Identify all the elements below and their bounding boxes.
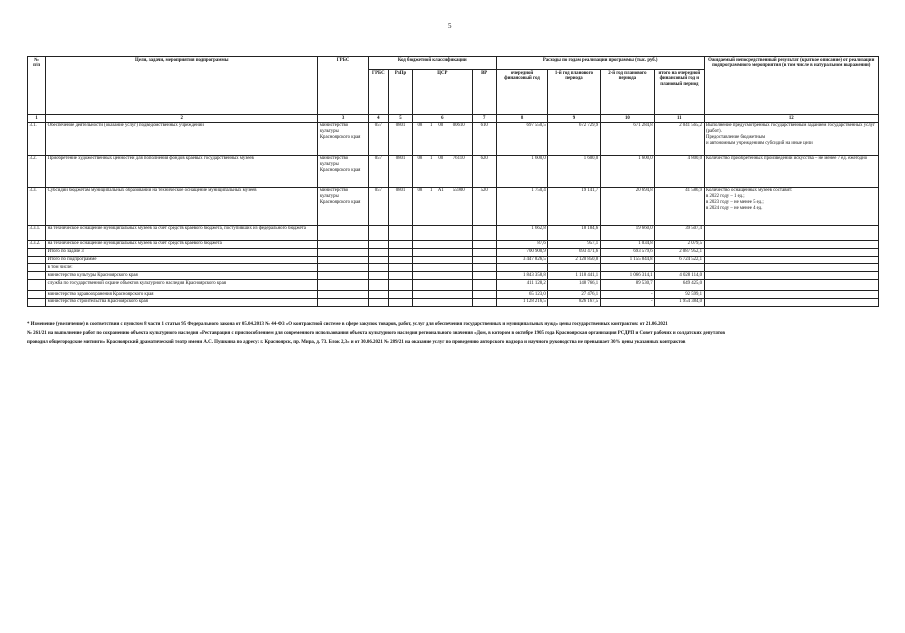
footnote-line: * Изменение (увеличение) в соответствии с пунктом 8 части 1 статьи 95 Федерального закона от 05.04.2013 № 44-ФЗ «О контрактной системе в сфере закупок товаров, работ, услуг для обеспечения государственных и муниципальных нужд» цены государственных контрактов: от 21.06.2021 — [27, 322, 668, 327]
row-year2: 1 600,0 — [548, 155, 600, 187]
row-result: Количество приобретенных произведений искусства – не менее 7 ед. ежегодно — [704, 155, 879, 187]
summary-row — [28, 291, 879, 299]
row-csr-part: 08 — [413, 155, 427, 187]
col-number: 3 — [318, 115, 368, 123]
row-year1: 3 447 826,5 — [496, 256, 547, 264]
row-name: Итого по подпрограмме — [46, 256, 318, 264]
header-sub-second: 2-й год планового периода — [600, 70, 654, 115]
footnote-line: № 261/21 на выполнение работ по сохранению объекта культурного наследия «Реставрация с приспособлением для современного использования объекта культурного наследия регионального значения «Дом, в котором в октябре 1905 года Красноярская организация РСДРП и Совет рабочих и солдатских депутатов — [27, 330, 725, 336]
row-rzpr: 0801 — [388, 122, 412, 155]
header-grbs: ГРБС — [318, 57, 368, 115]
col-number: 7 — [472, 115, 496, 123]
row-year1: 1 600,0 — [496, 155, 547, 187]
row-name: в том числе: — [46, 264, 318, 272]
page-number: 5 — [448, 22, 452, 30]
row-csr-part: 00610 — [446, 122, 472, 155]
row-total: 1 954 384,0 — [655, 298, 704, 306]
row-csr-part: 1 — [427, 155, 436, 187]
row-year2: 672 729,9 — [548, 122, 600, 155]
row-year3: 1 600,0 — [600, 155, 654, 187]
row-year3: 1 066 314,1 — [600, 272, 654, 280]
col-number: 5 — [388, 115, 412, 123]
col-number: 6 — [413, 115, 472, 123]
row-year2: 1 118 441,1 — [548, 272, 600, 280]
row-year3: 20 694,8 — [600, 187, 654, 225]
row-year2: 19 141,7 — [548, 187, 600, 225]
row-name: Обеспечение деятельности (оказание услуг) подведомственных учреждений — [46, 122, 318, 155]
summary-row — [28, 264, 879, 272]
row-name: служба по государственной охране объектов культурного наследия Красноярского края — [46, 280, 318, 291]
row-year3: - — [600, 291, 654, 299]
row-csr — [413, 240, 472, 248]
row-year1: 700 900,9 — [496, 248, 547, 256]
header-row-1 — [28, 57, 879, 70]
row-num: 3.2. — [28, 155, 46, 187]
summary-row — [28, 298, 879, 306]
row-csr-part: A1 — [436, 187, 446, 225]
table-row — [28, 155, 879, 187]
header-budget-code: Код бюджетной классификации — [368, 57, 496, 70]
row-vr — [472, 240, 496, 248]
header-sub-total: итого на очередной финансовый год и плановый период — [655, 70, 704, 115]
footnote — [27, 321, 887, 347]
row-result: Количество оснащенных музеев составит: в 2022 году – 1 ед.; в 2023 году – не менее 5 ед.; в 2024 году – не менее 4 ед. — [704, 187, 879, 225]
row-total: 41 586,9 — [655, 187, 704, 225]
row-code: 057 — [368, 155, 388, 187]
row-csr-part: 08 — [413, 122, 427, 155]
row-num — [28, 256, 46, 264]
row-num — [28, 291, 46, 299]
col-number: 2 — [46, 115, 318, 123]
row-csr — [413, 225, 472, 240]
col-number: 4 — [368, 115, 388, 123]
row-year1: 1 662,8 — [496, 225, 547, 240]
row-year3: 693 579,6 — [600, 248, 654, 256]
row-name: Итого по задаче 3 — [46, 248, 318, 256]
row-csr-part: 1 — [427, 187, 436, 225]
row-total: 2 087 952,1 — [655, 248, 704, 256]
row-csr-part: 08 — [413, 187, 427, 225]
row-total: 2 041 565,2 — [655, 122, 704, 155]
header-sub-vr: ВР — [472, 70, 496, 115]
row-grbs: министерство культуры Красноярского края — [318, 187, 368, 225]
row-name: на техническое оснащение муниципальных музеев за счет средств краевого бюджета, поступивших из федерального бюджета — [46, 225, 318, 240]
row-year2: 18 184,6 — [548, 225, 600, 240]
row-vr: 520 — [472, 187, 496, 225]
row-year2: 957,1 — [548, 240, 600, 248]
row-code — [368, 240, 388, 248]
row-vr: 620 — [472, 155, 496, 187]
row-total: 4 800,0 — [655, 155, 704, 187]
row-year2: 148 766,1 — [548, 280, 600, 291]
header-result: Ожидаемый непосредственный результат (краткое описание) от реализации подпрограммного мероприятия (в том числе в натуральном выражении) — [704, 57, 879, 115]
row-code: 057 — [368, 187, 388, 225]
row-year2: 2 120 850,8 — [548, 256, 600, 264]
row-num — [28, 280, 46, 291]
table-row — [28, 240, 879, 248]
row-total — [655, 264, 704, 272]
summary-row — [28, 248, 879, 256]
row-year2: 693 471,6 — [548, 248, 600, 256]
row-year3: 19 660,0 — [600, 225, 654, 240]
row-name: министерство культуры Красноярского края — [46, 272, 318, 280]
row-grbs: министерство культуры Красноярского края — [318, 155, 368, 187]
header-sub-grbs: ГРБС — [368, 70, 388, 115]
row-year3: 1 155 844,8 — [600, 256, 654, 264]
row-name: министерство здравоохранения Красноярского края — [46, 291, 318, 299]
row-year1: 65 123,0 — [496, 291, 547, 299]
col-number: 10 — [600, 115, 654, 123]
summary-row — [28, 256, 879, 264]
row-year1: 411 128,2 — [496, 280, 547, 291]
row-grbs — [318, 240, 368, 248]
row-grbs — [318, 225, 368, 240]
row-name: министерство строительства Красноярского края — [46, 298, 318, 306]
row-result — [704, 225, 879, 240]
row-num: 3.3.1. — [28, 225, 46, 240]
header-sub-rzpr: РзПр — [388, 70, 412, 115]
header-expenses: Расходы по годам реализации программы (тыс. руб.) — [496, 57, 704, 70]
row-num: 3.1. — [28, 122, 46, 155]
row-total: 39 507,4 — [655, 225, 704, 240]
row-num — [28, 264, 46, 272]
header-sub-csr: ЦСР — [413, 70, 472, 115]
row-num — [28, 272, 46, 280]
col-number: 1 — [28, 115, 46, 123]
row-csr-part: 00 — [436, 155, 446, 187]
row-total: 92 599,1 — [655, 291, 704, 299]
row-code — [368, 225, 388, 240]
row-result: Выполнение предусмотренных государственным заданием государственных услуг (работ). Предоставление бюджетным и автономным учреждениям субсидий на иные цели — [704, 122, 879, 155]
row-vr — [472, 225, 496, 240]
row-csr-part: 00 — [436, 122, 446, 155]
program-table — [27, 56, 879, 307]
row-year1: 1 843 358,8 — [496, 272, 547, 280]
row-num — [28, 248, 46, 256]
row-total: 649 425,0 — [655, 280, 704, 291]
row-rzpr: 0801 — [388, 155, 412, 187]
row-csr-part: 1 — [427, 122, 436, 155]
row-name: Приобретение художественных ценностей для пополнения фондов краевых государственных музеев — [46, 155, 318, 187]
row-year1: 1 128 216,5 — [496, 298, 547, 306]
row-total: 2 079,5 — [655, 240, 704, 248]
table-row — [28, 225, 879, 240]
col-number: 8 — [496, 115, 547, 123]
row-total: 4 028 114,0 — [655, 272, 704, 280]
row-year3: 1 034,8 — [600, 240, 654, 248]
row-year3: 89 530,7 — [600, 280, 654, 291]
footnote-line: проводил общегородские митинги» Красноярский драматический театр имени А.С. Пушкина по адресу: г. Красноярск, пр. Мира, д. 73. Блок 2,3» и от 30.06.2021 № 289/21 на оказание услуг по проведению авторского надзора и научного руководства не превышает 30% цены указанных контрактов — [27, 339, 686, 345]
row-name: на техническое оснащение муниципальных музеев за счет средств краевого бюджета — [46, 240, 318, 248]
header-goals: Цели, задачи, мероприятия подпрограммы — [46, 57, 318, 115]
row-year3: - — [600, 298, 654, 306]
row-year2 — [548, 264, 600, 272]
row-rzpr — [388, 225, 412, 240]
summary-row — [28, 272, 879, 280]
row-rzpr: 0801 — [388, 187, 412, 225]
row-year1: 1 750,4 — [496, 187, 547, 225]
row-num: 3.3.2. — [28, 240, 46, 248]
row-vr: 610 — [472, 122, 496, 155]
row-csr-part: 76110 — [446, 155, 472, 187]
row-num — [28, 298, 46, 306]
table-row — [28, 187, 879, 225]
header-num: № п/п — [28, 57, 46, 115]
column-numbers-row — [28, 115, 879, 123]
row-year1 — [496, 264, 547, 272]
row-year2: 27 476,1 — [548, 291, 600, 299]
row-year3: 671 284,8 — [600, 122, 654, 155]
row-year2: 826 167,5 — [548, 298, 600, 306]
row-total: 6 724 522,1 — [655, 256, 704, 264]
row-rzpr — [388, 240, 412, 248]
row-year1: 697 550,5 — [496, 122, 547, 155]
col-number: 9 — [548, 115, 600, 123]
row-year1: 87,6 — [496, 240, 547, 248]
table-row — [28, 122, 879, 155]
row-code: 057 — [368, 122, 388, 155]
row-num: 3.3. — [28, 187, 46, 225]
header-sub-first: 1-й год планового периода — [548, 70, 600, 115]
col-number: 11 — [655, 115, 704, 123]
col-number: 12 — [704, 115, 879, 123]
row-name: Субсидии бюджетам муниципальных образований на техническое оснащение муниципальных музеев — [46, 187, 318, 225]
header-sub-current: очередной финансовый год — [496, 70, 547, 115]
row-grbs: министерство культуры Красноярского края — [318, 122, 368, 155]
row-result — [704, 240, 879, 248]
row-csr-part: 55900 — [446, 187, 472, 225]
summary-row — [28, 280, 879, 291]
row-year3 — [600, 264, 654, 272]
